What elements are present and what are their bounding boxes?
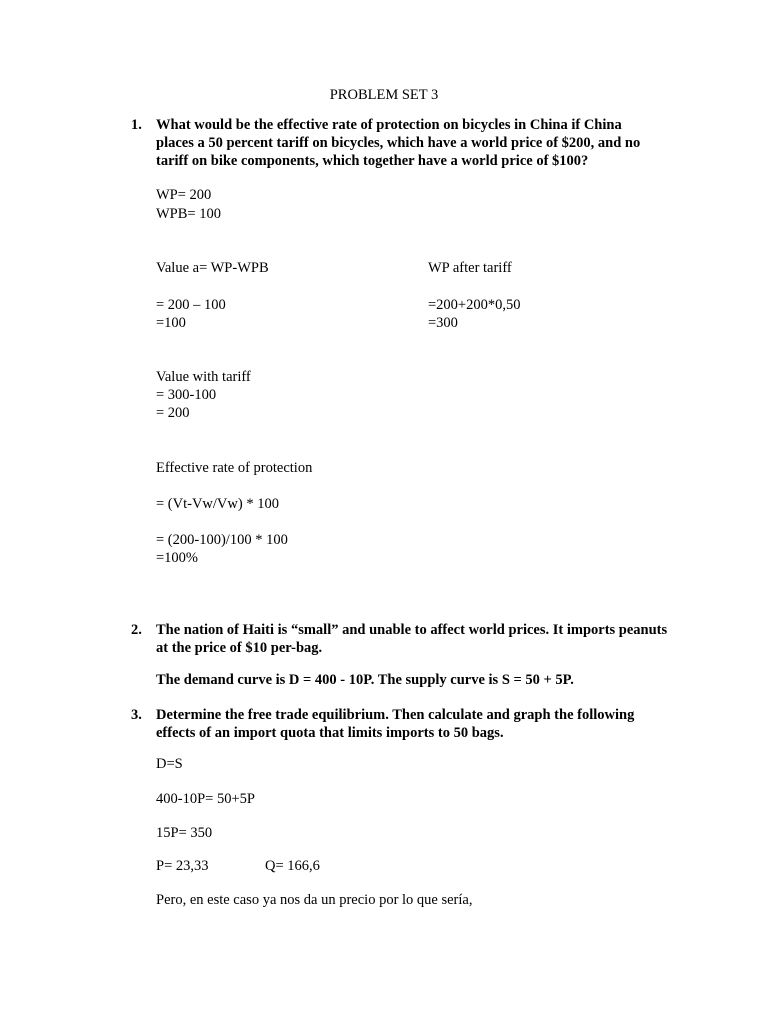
q1-text: What would be the effective rate of protection on bicycles in China if China places a 50 percent tariff on bicycles, which have a world price of $200, and no tariff on bike components, which together have a world price of $100? [156,117,641,169]
q3-line4-p: P= 23,33 [156,858,209,874]
q3-line3: 15P= 350 [156,825,213,841]
q1-wp: WP= 200 [156,187,212,203]
q1-vt-calc: = 300-100 [156,387,217,403]
q1-wpb: WPB= 100 [156,206,221,222]
q1-value-a-result: =100 [156,315,186,331]
q2-curves: The demand curve is D = 400 - 10P. The supply curve is S = 50 + 5P. [156,672,574,688]
q3-line2: 400-10P= 50+5P [156,791,255,807]
page-title: PROBLEM SET 3 [329,87,439,103]
q1-wp-after-result: =300 [428,315,458,331]
q1-erp-label: Effective rate of protection [156,460,313,476]
q1-vt-result: = 200 [156,405,190,421]
q3-line1: D=S [156,756,183,772]
q3-text: Determine the free trade equilibrium. Then calculate and graph the following effects of an import quota that limits imports to 50 bags. [156,707,635,741]
q1-number: 1. [131,117,142,133]
q1-wp-after-label: WP after tariff [428,260,512,276]
q1-vt-label: Value with tariff [156,369,251,385]
q1-value-a-calc: = 200 – 100 [156,297,226,313]
q1-wp-after-calc: =200+200*0,50 [428,297,521,313]
q2-number: 2. [131,622,142,638]
q3-line4-q: Q= 166,6 [265,858,320,874]
q2-text: The nation of Haiti is “small” and unable to affect world prices. It imports peanuts at the price of $10 per-bag. [156,622,668,656]
q3-number: 3. [131,707,142,723]
q3-line5: Pero, en este caso ya nos da un precio por lo que sería, [156,892,473,908]
q1-erp-result: =100% [156,550,199,566]
q1-erp-formula: = (Vt-Vw/Vw) * 100 [156,496,279,512]
q1-value-a-label: Value a= WP-WPB [156,260,269,276]
q1-erp-calc: = (200-100)/100 * 100 [156,532,288,548]
